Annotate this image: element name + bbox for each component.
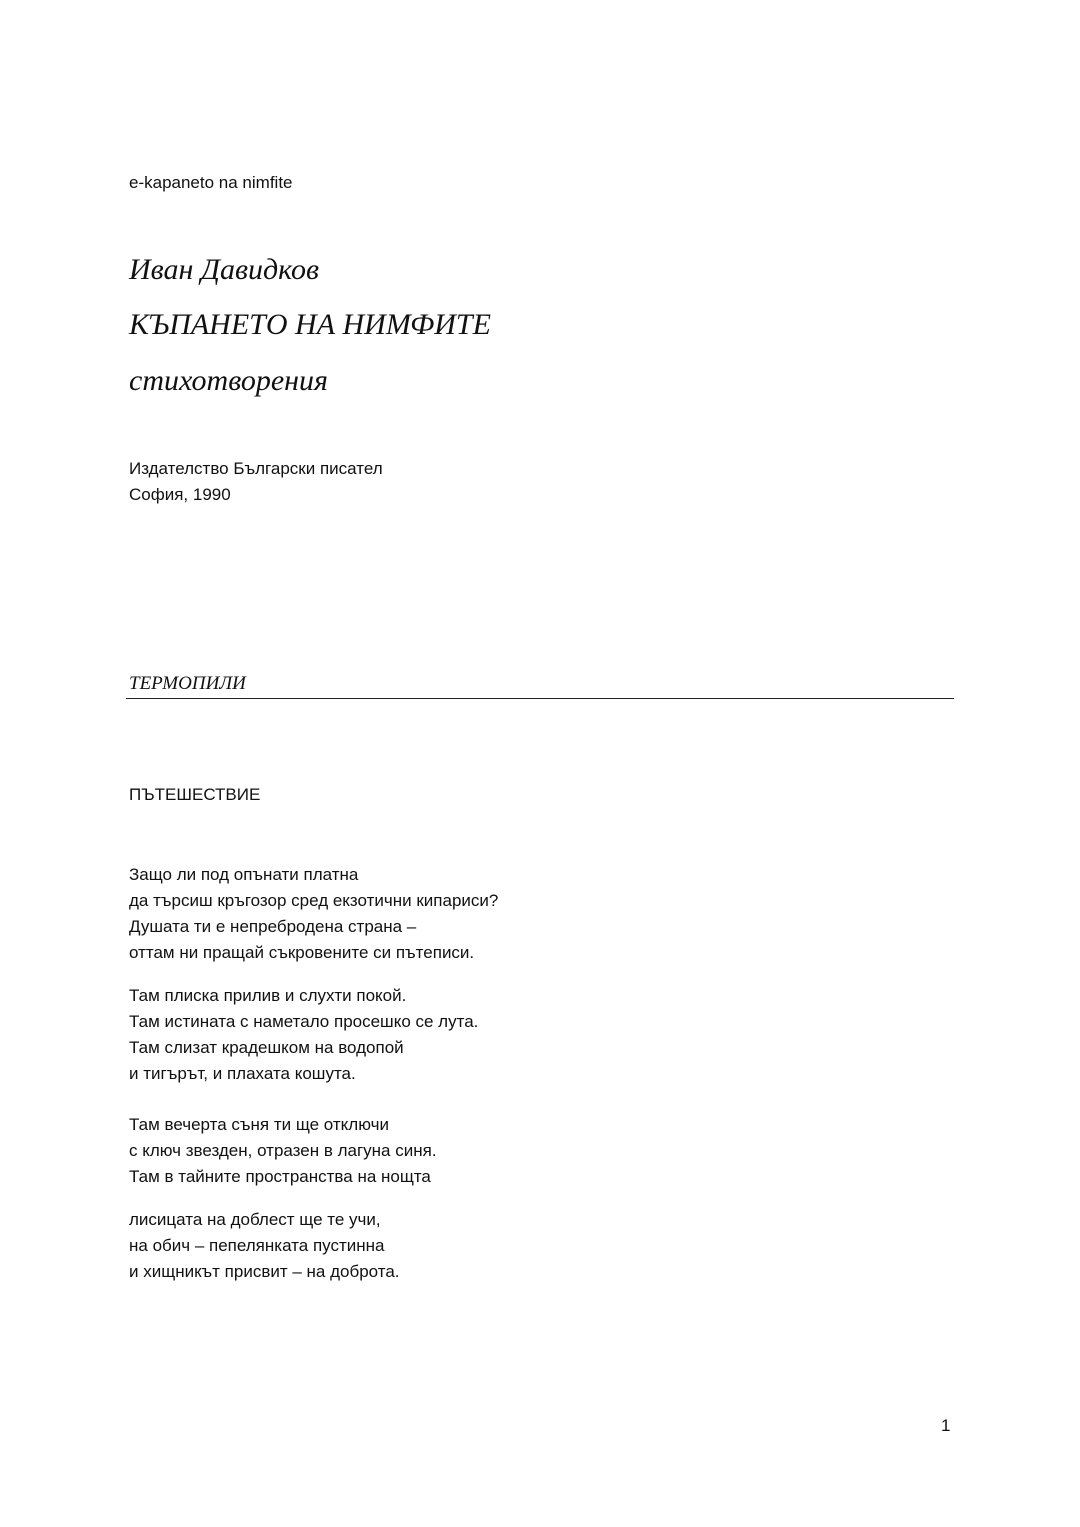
poem-stanza-3 bbox=[129, 1112, 437, 1190]
publisher-name: Издателство Български писател bbox=[129, 459, 383, 478]
poem-line: с ключ звезден, отразен в лагуна синя. bbox=[129, 1141, 437, 1160]
author-name: Иван Давидков bbox=[129, 253, 320, 286]
poem-stanza-4 bbox=[129, 1207, 400, 1285]
page-number: 1 bbox=[941, 1416, 951, 1435]
section-divider bbox=[126, 698, 954, 699]
section-title: ТЕРМОПИЛИ bbox=[129, 673, 246, 694]
poem-line: Душата ти е непребродена страна – bbox=[129, 917, 417, 936]
file-label: e-kapaneto na nimfite bbox=[129, 173, 293, 192]
poem-line: да търсиш кръгозор сред екзотични кипариси? bbox=[129, 891, 499, 910]
poem-title: ПЪТЕШЕСТВИЕ bbox=[129, 785, 261, 804]
poem-line: и хищникът присвит – на доброта. bbox=[129, 1262, 400, 1281]
poem-line: Там плиска прилив и слухти покой. bbox=[129, 986, 407, 1005]
poem-line: на обич – пепелянката пустинна bbox=[129, 1236, 385, 1255]
poem-line: Защо ли под опънати платна bbox=[129, 865, 359, 884]
poem-line: Там в тайните пространства на нощта bbox=[129, 1167, 431, 1186]
publisher-place-year: София, 1990 bbox=[129, 485, 231, 504]
poem-line: Там истината с наметало просешко се лута. bbox=[129, 1012, 479, 1031]
book-title: КЪПАНЕТО НА НИМФИТЕ bbox=[129, 308, 491, 341]
poem-stanza-2 bbox=[129, 983, 478, 1087]
poem-line: Там вечерта съня ти ще отключи bbox=[129, 1115, 389, 1134]
publisher-info bbox=[129, 456, 383, 508]
poem-line: Там слизат крадешком на водопой bbox=[129, 1038, 404, 1057]
poem-line: лисицата на доблест ще те учи, bbox=[129, 1210, 381, 1229]
poem-line: и тигърът, и плахата кошута. bbox=[129, 1064, 356, 1083]
book-genre: стихотворения bbox=[129, 364, 328, 397]
poem-stanza-1 bbox=[129, 862, 498, 966]
poem-line: оттам ни пращай съкровените си пътеписи. bbox=[129, 943, 475, 962]
